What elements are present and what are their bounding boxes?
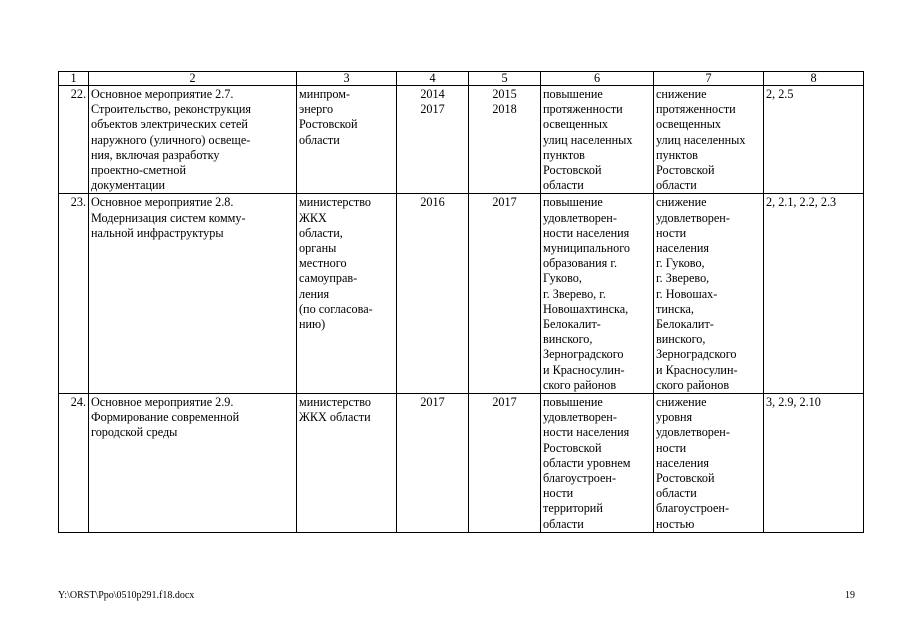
cell-line: Новошахтинска, — [543, 301, 629, 316]
cell-line: самоуправ- — [299, 271, 358, 286]
start-year-cell — [397, 86, 469, 194]
measures-table — [58, 71, 864, 533]
measure-name-cell — [89, 394, 297, 533]
header-cell: 7 — [654, 72, 764, 86]
header-cell: 8 — [764, 72, 864, 86]
cell-line: ЖКХ — [299, 210, 327, 225]
cell-line: Ростовской — [543, 440, 602, 455]
cell-line: Белокалит- — [543, 317, 601, 332]
header-cell: 4 — [397, 72, 469, 86]
cell-line: нию) — [299, 317, 326, 332]
cell-line: городской среды — [91, 425, 178, 440]
cell-line: населения — [656, 455, 710, 470]
cell-line: объектов электрических сетей — [91, 117, 248, 132]
cell-line: ния, включая разработку — [91, 147, 220, 162]
header-cell: 5 — [469, 72, 541, 86]
cell-line: 2018 — [492, 102, 517, 117]
table-row — [59, 394, 864, 533]
cell-line: г. Зверево, г. — [543, 286, 606, 301]
cell-line: области — [656, 178, 697, 193]
cell-line: Зерноградского — [543, 347, 624, 362]
cell-line: муниципального — [543, 241, 630, 256]
cell-line: г. Зверево, — [656, 271, 710, 286]
cell-line: населения — [656, 241, 710, 256]
cell-line: ского районов — [543, 377, 617, 392]
header-row — [59, 72, 864, 86]
cell-line: энерго — [299, 102, 334, 117]
cell-line: г. Гуково, — [656, 256, 705, 271]
cell-line: 2017 — [492, 195, 517, 210]
expected-result-cell — [541, 86, 654, 194]
cell-line: Гуково, — [543, 271, 582, 286]
links-cell: 2, 2.1, 2.2, 2.3 — [764, 194, 864, 394]
start-year-cell — [397, 194, 469, 394]
cell-line: Зерноградского — [656, 347, 737, 362]
cell-line: пунктов — [543, 147, 585, 162]
cell-line: образования г. — [543, 256, 618, 271]
cell-line: благоустроен- — [543, 471, 617, 486]
cell-line: и Красносулин- — [656, 362, 738, 377]
cell-line: уровня — [656, 410, 693, 425]
table-row — [59, 194, 864, 394]
consequence-cell — [654, 86, 764, 194]
row-number-cell: 24. — [59, 394, 89, 533]
cell-line: 2015 — [492, 87, 517, 101]
cell-line: винского, — [543, 332, 593, 347]
cell-line: протяженности — [543, 102, 623, 117]
cell-line: ности населения — [543, 425, 630, 440]
cell-line: министерство — [299, 395, 372, 410]
header-cell: 1 — [59, 72, 89, 86]
links-cell: 3, 2.9, 2.10 — [764, 394, 864, 533]
cell-line: 2017 — [420, 395, 445, 410]
cell-line: наружного (уличного) освеще- — [91, 132, 251, 147]
cell-line: области — [543, 178, 584, 193]
cell-line: Ростовской — [299, 117, 358, 132]
cell-line: ности — [543, 486, 574, 501]
cell-line: Ростовской — [656, 471, 715, 486]
cell-line: Формирование современной — [91, 410, 240, 425]
cell-line: Основное мероприятие 2.8. — [91, 195, 234, 210]
cell-line: ности — [656, 440, 687, 455]
cell-line: (по согласова- — [299, 301, 373, 316]
cell-line: удовлетворен- — [543, 210, 617, 225]
cell-line: 2017 — [492, 395, 517, 410]
cell-line: тинска, — [656, 301, 694, 316]
measure-name-cell — [89, 194, 297, 394]
cell-line: 2016 — [420, 195, 445, 210]
cell-line: улиц населенных — [656, 132, 746, 147]
cell-line: области, — [299, 225, 343, 240]
row-number-cell: 22. — [59, 86, 89, 194]
cell-line: удовлетворен- — [656, 210, 730, 225]
end-year-cell — [469, 194, 541, 394]
cell-line: Основное мероприятие 2.9. — [91, 395, 234, 410]
cell-line: ского районов — [656, 377, 730, 392]
cell-line: 2014 — [420, 87, 445, 101]
cell-line: повышение — [543, 395, 603, 410]
cell-line: снижение — [656, 87, 707, 101]
cell-line: Модернизация систем комму- — [91, 210, 246, 225]
cell-line: ЖКХ области — [299, 410, 371, 425]
header-cell: 2 — [89, 72, 297, 86]
cell-line: территорий — [543, 501, 603, 516]
cell-line: документации — [91, 178, 166, 193]
cell-line: проектно-сметной — [91, 163, 187, 178]
cell-line: благоустроен- — [656, 501, 730, 516]
expected-result-cell — [541, 394, 654, 533]
cell-line: г. Новошах- — [656, 286, 718, 301]
executor-cell — [297, 394, 397, 533]
cell-line: ностью — [656, 516, 695, 531]
cell-line: минпром- — [299, 87, 351, 101]
cell-line: ления — [299, 286, 330, 301]
end-year-cell — [469, 86, 541, 194]
cell-line: 2017 — [420, 102, 445, 117]
cell-line: ности населения — [543, 225, 630, 240]
cell-line: пунктов — [656, 147, 698, 162]
cell-line: Основное мероприятие 2.7. — [91, 87, 234, 101]
consequence-cell — [654, 394, 764, 533]
cell-line: местного — [299, 256, 347, 271]
row-number-cell: 23. — [59, 194, 89, 394]
cell-line: снижение — [656, 195, 707, 210]
executor-cell — [297, 86, 397, 194]
cell-line: министерство — [299, 195, 372, 210]
cell-line: протяженности — [656, 102, 736, 117]
header-cell: 3 — [297, 72, 397, 86]
page-number: 19 — [845, 590, 855, 601]
cell-line: ности — [656, 225, 687, 240]
consequence-cell — [654, 194, 764, 394]
measure-name-cell — [89, 86, 297, 194]
file-path: Y:\ORST\Ppo\0510p291.f18.docx — [58, 590, 195, 601]
cell-line: нальной инфраструктуры — [91, 225, 224, 240]
cell-line: Белокалит- — [656, 317, 714, 332]
cell-line: удовлетворен- — [656, 425, 730, 440]
cell-line: органы — [299, 241, 337, 256]
cell-line: Ростовской — [656, 163, 715, 178]
cell-line: Строительство, реконструкция — [91, 102, 252, 117]
cell-line: области — [656, 486, 697, 501]
cell-line: удовлетворен- — [543, 410, 617, 425]
header-cell: 6 — [541, 72, 654, 86]
cell-line: снижение — [656, 395, 707, 410]
expected-result-cell — [541, 194, 654, 394]
executor-cell — [297, 194, 397, 394]
cell-line: улиц населенных — [543, 132, 633, 147]
table-row — [59, 86, 864, 194]
cell-line: повышение — [543, 87, 603, 101]
cell-line: области — [299, 132, 340, 147]
cell-line: освещенных — [543, 117, 609, 132]
cell-line: области уровнем — [543, 455, 631, 470]
links-cell: 2, 2.5 — [764, 86, 864, 194]
cell-line: освещенных — [656, 117, 722, 132]
end-year-cell — [469, 394, 541, 533]
cell-line: Ростовской — [543, 163, 602, 178]
cell-line: области — [543, 516, 584, 531]
cell-line: винского, — [656, 332, 706, 347]
start-year-cell — [397, 394, 469, 533]
cell-line: и Красносулин- — [543, 362, 625, 377]
cell-line: повышение — [543, 195, 603, 210]
